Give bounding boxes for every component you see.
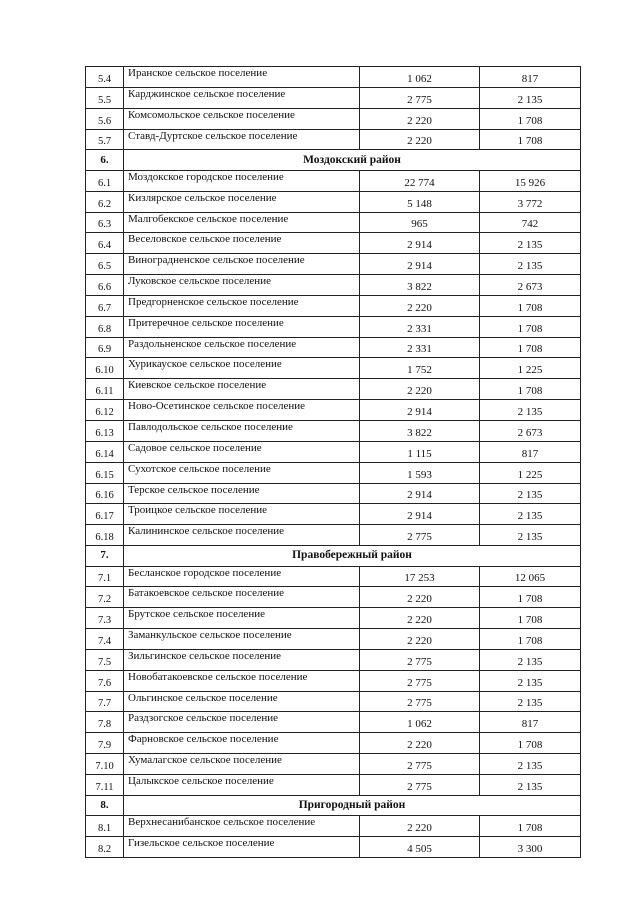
table-row — [86, 254, 581, 275]
table-row — [86, 566, 581, 587]
row-number: 7.5 — [86, 649, 124, 670]
value-b: 2 135 — [480, 483, 581, 504]
value-b: 2 673 — [480, 421, 581, 442]
value-a: 2 914 — [360, 483, 480, 504]
row-number: 7.6 — [86, 670, 124, 691]
value-b: 2 673 — [480, 275, 581, 296]
value-b: 3 772 — [480, 191, 581, 212]
table-row — [86, 649, 581, 670]
table-row — [86, 67, 581, 88]
settlement-name: Калининское сельское поселение — [124, 525, 360, 546]
value-b: 1 708 — [480, 608, 581, 629]
row-number: 7.2 — [86, 587, 124, 608]
row-number: 8.1 — [86, 816, 124, 837]
value-a: 1 062 — [360, 67, 480, 88]
row-number: 6.7 — [86, 295, 124, 316]
row-number: 5.6 — [86, 108, 124, 129]
value-b: 1 708 — [480, 587, 581, 608]
settlement-name: Фарновское сельское поселение — [124, 733, 360, 754]
value-a: 2 914 — [360, 233, 480, 254]
value-b: 15 926 — [480, 170, 581, 191]
value-a: 2 220 — [360, 129, 480, 150]
value-a: 2 220 — [360, 733, 480, 754]
settlement-name: Притеречное сельское поселение — [124, 316, 360, 337]
value-b: 2 135 — [480, 254, 581, 275]
section-title: Правобережный район — [124, 546, 581, 567]
row-number: 6.3 — [86, 212, 124, 233]
row-number: 6.5 — [86, 254, 124, 275]
table-row — [86, 462, 581, 483]
value-a: 1 115 — [360, 441, 480, 462]
row-number: 6.18 — [86, 525, 124, 546]
value-a: 3 822 — [360, 275, 480, 296]
table-row — [86, 712, 581, 733]
row-number: 7.8 — [86, 712, 124, 733]
settlements-table — [85, 66, 581, 858]
settlement-name: Гизельское сельское поселение — [124, 837, 360, 858]
row-number: 5.4 — [86, 67, 124, 88]
table-row — [86, 483, 581, 504]
value-b: 1 708 — [480, 316, 581, 337]
table-row — [86, 108, 581, 129]
value-b: 1 708 — [480, 816, 581, 837]
section-title: Моздокский район — [124, 150, 581, 171]
value-a: 965 — [360, 212, 480, 233]
value-a: 4 505 — [360, 837, 480, 858]
table-row — [86, 379, 581, 400]
row-number: 6.6 — [86, 275, 124, 296]
settlement-name: Новобатакоевское сельское поселение — [124, 670, 360, 691]
value-a: 2 775 — [360, 754, 480, 775]
value-a: 2 331 — [360, 316, 480, 337]
value-a: 2 914 — [360, 254, 480, 275]
table-row — [86, 295, 581, 316]
row-number: 6.11 — [86, 379, 124, 400]
settlement-name: Малгобекское сельское поселение — [124, 212, 360, 233]
value-a: 2 914 — [360, 400, 480, 421]
settlement-name: Брутское сельское поселение — [124, 608, 360, 629]
value-a: 2 914 — [360, 504, 480, 525]
settlement-name: Сухотское сельское поселение — [124, 462, 360, 483]
value-b: 3 300 — [480, 837, 581, 858]
row-number: 6.4 — [86, 233, 124, 254]
row-number: 7.9 — [86, 733, 124, 754]
table-row — [86, 837, 581, 858]
value-a: 2 220 — [360, 587, 480, 608]
row-number: 8.2 — [86, 837, 124, 858]
settlement-name: Веселовское сельское поселение — [124, 233, 360, 254]
settlement-name: Ставд-Дуртское сельское поселение — [124, 129, 360, 150]
settlement-name: Цалыкское сельское поселение — [124, 775, 360, 796]
table-row — [86, 358, 581, 379]
settlement-name: Заманкульское сельское поселение — [124, 629, 360, 650]
value-b: 1 225 — [480, 358, 581, 379]
table-row — [86, 608, 581, 629]
settlement-name: Ново-Осетинское сельское поселение — [124, 400, 360, 421]
settlements-table-body — [86, 67, 581, 858]
value-b: 2 135 — [480, 525, 581, 546]
table-row — [86, 775, 581, 796]
row-number: 7.10 — [86, 754, 124, 775]
value-a: 2 775 — [360, 525, 480, 546]
settlement-name: Троицкое сельское поселение — [124, 504, 360, 525]
value-a: 5 148 — [360, 191, 480, 212]
value-a: 2 220 — [360, 108, 480, 129]
table-row — [86, 629, 581, 650]
row-number: 6.17 — [86, 504, 124, 525]
table-row — [86, 337, 581, 358]
settlement-name: Киевское сельское поселение — [124, 379, 360, 400]
value-b: 1 708 — [480, 733, 581, 754]
value-b: 1 225 — [480, 462, 581, 483]
value-b: 2 135 — [480, 775, 581, 796]
row-number: 7.7 — [86, 691, 124, 712]
row-number: 7.4 — [86, 629, 124, 650]
section-header-row — [86, 546, 581, 567]
table-row — [86, 691, 581, 712]
value-b: 1 708 — [480, 379, 581, 400]
settlement-name: Садовое сельское поселение — [124, 441, 360, 462]
value-b: 2 135 — [480, 233, 581, 254]
value-a: 2 220 — [360, 608, 480, 629]
settlement-name: Моздокское городское поселение — [124, 170, 360, 191]
table-row — [86, 525, 581, 546]
value-a: 2 220 — [360, 295, 480, 316]
row-number: 6.12 — [86, 400, 124, 421]
value-b: 1 708 — [480, 129, 581, 150]
value-a: 2 220 — [360, 816, 480, 837]
value-a: 2 775 — [360, 649, 480, 670]
value-a: 2 775 — [360, 670, 480, 691]
table-row — [86, 421, 581, 442]
value-b: 2 135 — [480, 691, 581, 712]
settlement-name: Виноградненское сельское поселение — [124, 254, 360, 275]
settlement-name: Иранское сельское поселение — [124, 67, 360, 88]
section-number: 8. — [86, 795, 124, 816]
table-row — [86, 233, 581, 254]
row-number: 7.11 — [86, 775, 124, 796]
settlement-name: Верхнесанибанское сельское поселение — [124, 816, 360, 837]
value-b: 2 135 — [480, 754, 581, 775]
row-number: 7.1 — [86, 566, 124, 587]
settlement-name: Зильгинское сельское поселение — [124, 649, 360, 670]
table-row — [86, 816, 581, 837]
value-b: 1 708 — [480, 337, 581, 358]
value-a: 2 775 — [360, 775, 480, 796]
value-b: 817 — [480, 441, 581, 462]
row-number: 6.15 — [86, 462, 124, 483]
row-number: 7.3 — [86, 608, 124, 629]
value-b: 2 135 — [480, 87, 581, 108]
row-number: 6.10 — [86, 358, 124, 379]
row-number: 5.5 — [86, 87, 124, 108]
value-a: 22 774 — [360, 170, 480, 191]
section-number: 7. — [86, 546, 124, 567]
settlement-name: Раздольненское сельское поселение — [124, 337, 360, 358]
value-b: 817 — [480, 67, 581, 88]
table-row — [86, 733, 581, 754]
row-number: 6.16 — [86, 483, 124, 504]
value-a: 2 775 — [360, 691, 480, 712]
settlement-name: Предгорненское сельское поселение — [124, 295, 360, 316]
settlement-name: Луковское сельское поселение — [124, 275, 360, 296]
value-a: 2 220 — [360, 629, 480, 650]
value-b: 2 135 — [480, 649, 581, 670]
value-a: 1 593 — [360, 462, 480, 483]
table-row — [86, 316, 581, 337]
section-number: 6. — [86, 150, 124, 171]
value-a: 3 822 — [360, 421, 480, 442]
table-row — [86, 170, 581, 191]
value-a: 1 062 — [360, 712, 480, 733]
row-number: 6.2 — [86, 191, 124, 212]
settlement-name: Бесланское городское поселение — [124, 566, 360, 587]
settlement-name: Павлодольское сельское поселение — [124, 421, 360, 442]
value-b: 817 — [480, 712, 581, 733]
settlement-name: Карджинское сельское поселение — [124, 87, 360, 108]
value-b: 2 135 — [480, 400, 581, 421]
row-number: 6.14 — [86, 441, 124, 462]
value-a: 2 775 — [360, 87, 480, 108]
row-number: 6.1 — [86, 170, 124, 191]
section-header-row — [86, 795, 581, 816]
value-b: 2 135 — [480, 504, 581, 525]
row-number: 6.8 — [86, 316, 124, 337]
section-header-row — [86, 150, 581, 171]
table-row — [86, 212, 581, 233]
table-row — [86, 400, 581, 421]
settlement-name: Хумалагское сельское поселение — [124, 754, 360, 775]
value-b: 12 065 — [480, 566, 581, 587]
table-row — [86, 275, 581, 296]
value-b: 1 708 — [480, 295, 581, 316]
settlement-name: Комсомольское сельское поселение — [124, 108, 360, 129]
row-number: 5.7 — [86, 129, 124, 150]
row-number: 6.9 — [86, 337, 124, 358]
settlement-name: Батакоевское сельское поселение — [124, 587, 360, 608]
value-b: 742 — [480, 212, 581, 233]
table-row — [86, 441, 581, 462]
section-title: Пригородный район — [124, 795, 581, 816]
value-b: 2 135 — [480, 670, 581, 691]
table-row — [86, 129, 581, 150]
table-row — [86, 754, 581, 775]
settlement-name: Кизлярское сельское поселение — [124, 191, 360, 212]
table-row — [86, 670, 581, 691]
settlement-name: Раздзогское сельское поселение — [124, 712, 360, 733]
table-row — [86, 191, 581, 212]
value-a: 1 752 — [360, 358, 480, 379]
value-a: 2 331 — [360, 337, 480, 358]
settlement-name: Ольгинское сельское поселение — [124, 691, 360, 712]
value-a: 2 220 — [360, 379, 480, 400]
value-b: 1 708 — [480, 108, 581, 129]
table-row — [86, 504, 581, 525]
settlement-name: Хурикауское сельское поселение — [124, 358, 360, 379]
settlement-name: Терское сельское поселение — [124, 483, 360, 504]
value-a: 17 253 — [360, 566, 480, 587]
table-row — [86, 87, 581, 108]
table-row — [86, 587, 581, 608]
value-b: 1 708 — [480, 629, 581, 650]
row-number: 6.13 — [86, 421, 124, 442]
